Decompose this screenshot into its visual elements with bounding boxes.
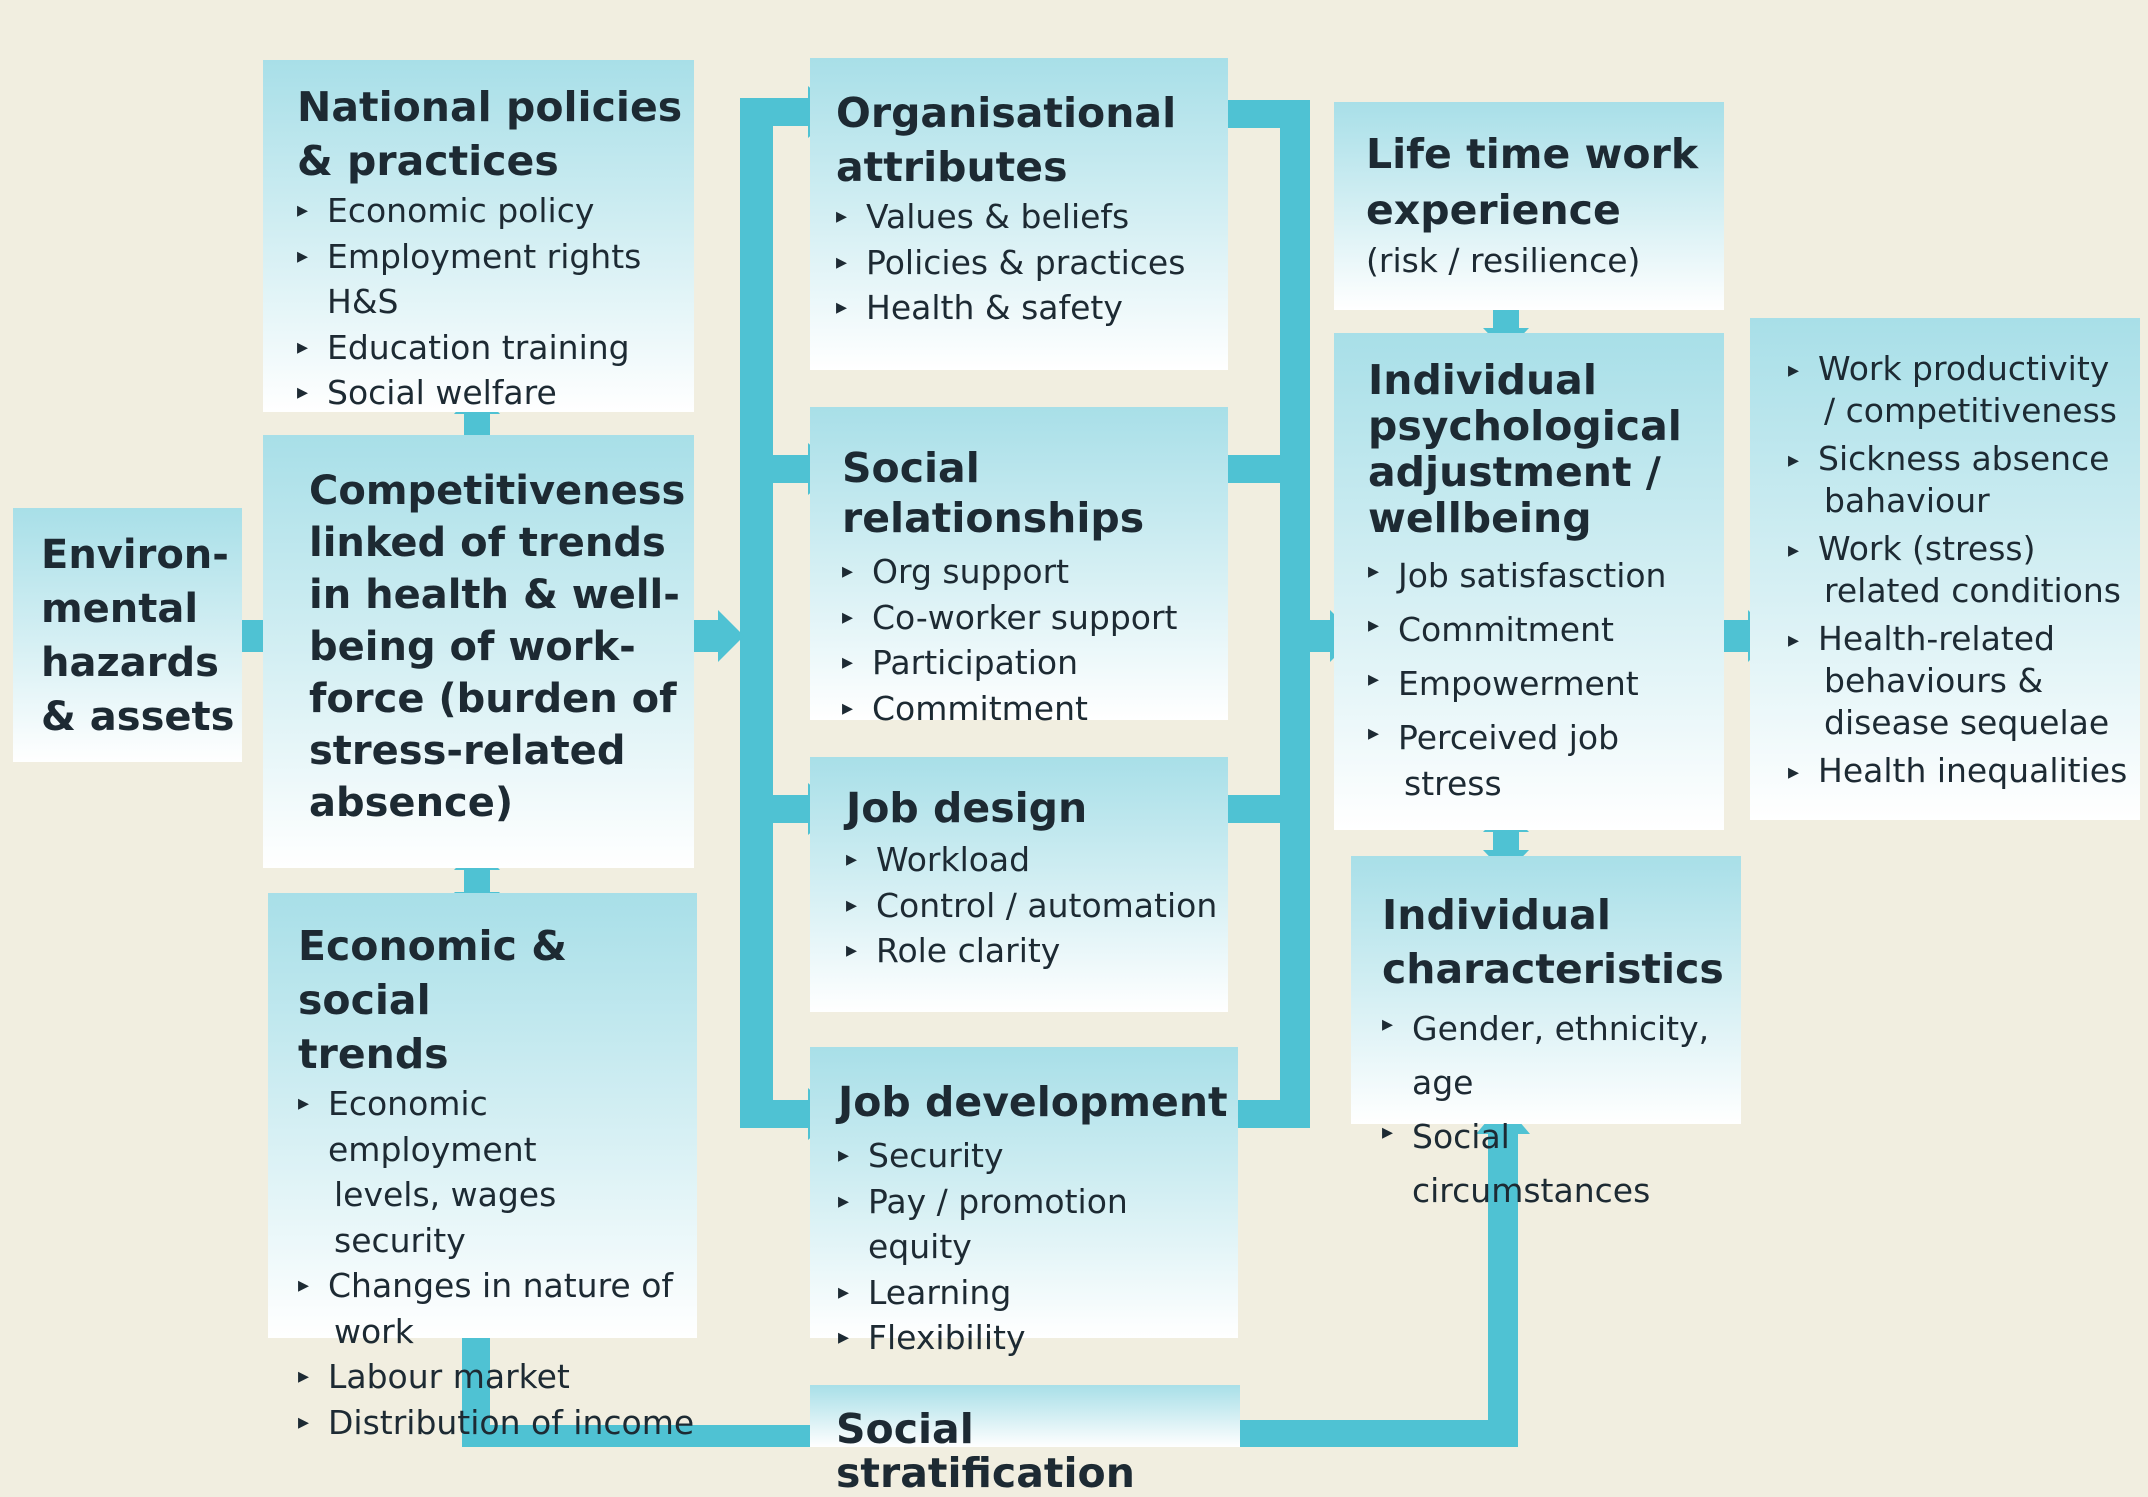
title-line: Job development bbox=[838, 1078, 1228, 1126]
social-stratification-box bbox=[810, 1385, 1240, 1497]
item-line: ▸ Changes in nature of bbox=[328, 1266, 674, 1306]
right-bus-jobdev-link bbox=[1238, 1100, 1310, 1128]
job-design-title bbox=[846, 783, 1228, 833]
list-item: ▸ Education training bbox=[297, 325, 694, 371]
item-line: ▸ Work productivity bbox=[1818, 349, 2110, 388]
title-line: Organisational bbox=[836, 89, 1177, 137]
job-design-list bbox=[846, 837, 1228, 974]
list-item bbox=[1368, 711, 1724, 807]
economic-social-title bbox=[298, 919, 697, 1081]
list-item: ▸ Job satisfasction bbox=[1368, 549, 1724, 603]
list-item: ▸ Empowerment bbox=[1368, 657, 1724, 711]
job-development-title bbox=[838, 1077, 1238, 1127]
list-item: ▸ Workload bbox=[846, 837, 1228, 883]
title-line: Competitiveness bbox=[309, 468, 686, 514]
item-line: stress bbox=[1404, 764, 1502, 803]
flow-bottom-right bbox=[1230, 1420, 1518, 1447]
item-line: related conditions bbox=[1824, 571, 2121, 610]
job-design-box bbox=[810, 757, 1228, 1012]
arrow-psych-shaft bbox=[1724, 620, 1750, 652]
title-line: Social relationships bbox=[842, 444, 1145, 542]
list-item bbox=[1788, 348, 2140, 432]
list-item: ▸ Values & beliefs bbox=[836, 194, 1228, 240]
list-item: ▸ Pay / promotion equity bbox=[838, 1179, 1238, 1270]
item-line: bahaviour bbox=[1824, 481, 1990, 520]
bus-branch-social-relationships bbox=[740, 455, 810, 483]
bus-branch-job-design bbox=[740, 795, 810, 823]
item-line: levels, wages security bbox=[334, 1175, 557, 1260]
title-line: stress-related bbox=[309, 728, 626, 774]
item-line: ▸ Economic employment bbox=[328, 1084, 537, 1169]
social-relationships-title bbox=[842, 443, 1228, 543]
right-bus-top-link bbox=[1228, 100, 1310, 128]
list-item: ▸ Labour market bbox=[298, 1354, 697, 1400]
right-bus-jobdesign-link bbox=[1228, 795, 1310, 823]
list-item: ▸ Role clarity bbox=[846, 928, 1228, 974]
title-line: force (burden of bbox=[309, 676, 677, 722]
list-item: ▸ Social circumstances bbox=[1382, 1110, 1741, 1218]
list-item: ▸ Co-worker support bbox=[842, 595, 1228, 641]
economic-social-box bbox=[268, 893, 697, 1442]
title-line: trends bbox=[298, 1030, 449, 1078]
right-bus-spine bbox=[1280, 100, 1310, 1128]
title-line: wellbeing bbox=[1368, 494, 1592, 542]
list-item bbox=[298, 1081, 697, 1263]
title-line: linked of trends bbox=[309, 520, 666, 566]
list-item: ▸ Participation bbox=[842, 640, 1228, 686]
list-item: ▸ Social welfare bbox=[297, 370, 694, 416]
outcomes-box bbox=[1750, 318, 2140, 820]
list-item: ▸ Policies & practices bbox=[836, 240, 1228, 286]
item-line: ▸ Sickness absence bbox=[1818, 439, 2110, 478]
job-development-list bbox=[838, 1133, 1238, 1361]
item-line: ▸ Work (stress) bbox=[1818, 529, 2036, 568]
list-item: ▸ Distribution of income bbox=[298, 1400, 697, 1446]
list-item: ▸ Gender, ethnicity, age bbox=[1382, 1002, 1741, 1110]
title-line: Individual bbox=[1382, 891, 1611, 939]
item-line: ▸ Perceived job bbox=[1398, 718, 1620, 757]
national-policies-box bbox=[263, 60, 694, 412]
list-item: ▸ Learning bbox=[838, 1270, 1238, 1316]
right-bus-social-link bbox=[1228, 455, 1310, 483]
individual-characteristics-list bbox=[1382, 1002, 1741, 1218]
lifetime-experience-box bbox=[1334, 102, 1724, 310]
economic-social-list bbox=[298, 1081, 697, 1445]
social-relationships-box bbox=[810, 407, 1228, 728]
title-line: hazards bbox=[41, 640, 219, 686]
individual-psychological-box bbox=[1334, 333, 1724, 830]
title-line: & practices bbox=[297, 137, 559, 185]
title-line: experience bbox=[1366, 186, 1621, 234]
item-line: disease sequelae bbox=[1824, 703, 2110, 742]
list-item bbox=[1788, 528, 2140, 612]
lifetime-experience-title bbox=[1366, 126, 1724, 238]
individual-psychological-title bbox=[1368, 357, 1724, 541]
list-item bbox=[1788, 438, 2140, 522]
list-item: ▸ Health inequalities bbox=[1788, 750, 2140, 792]
title-line: Job design bbox=[846, 784, 1088, 832]
social-stratification-title bbox=[836, 1407, 1240, 1495]
item-line: work bbox=[334, 1311, 414, 1351]
list-item bbox=[298, 1263, 697, 1354]
title-line: Individual bbox=[1368, 356, 1597, 404]
list-item bbox=[1788, 618, 2140, 744]
list-item: ▸ Commitment bbox=[1368, 603, 1724, 657]
title-line: characteristics bbox=[1382, 945, 1724, 993]
list-item: ▸ Employment rights H&S bbox=[297, 234, 694, 325]
title-line: being of work- bbox=[309, 624, 636, 670]
list-item: ▸ Security bbox=[838, 1133, 1238, 1179]
left-bus-spine bbox=[740, 98, 773, 1128]
organisational-attributes-title bbox=[836, 86, 1228, 194]
social-relationships-list bbox=[842, 549, 1228, 731]
national-policies-list bbox=[297, 188, 694, 416]
list-item: ▸ Control / automation bbox=[846, 883, 1228, 929]
title-line: mental bbox=[41, 586, 199, 632]
title-line: Economic & social bbox=[298, 922, 567, 1024]
list-item: ▸ Org support bbox=[842, 549, 1228, 595]
arrow-comp-shaft bbox=[694, 620, 720, 652]
outcomes-list bbox=[1788, 348, 2140, 792]
individual-psychological-list bbox=[1368, 549, 1724, 807]
list-item: ▸ Commitment bbox=[842, 686, 1228, 732]
individual-characteristics-box bbox=[1351, 856, 1741, 1210]
item-line: behaviours & bbox=[1824, 661, 2044, 700]
title-line: Life time work bbox=[1366, 130, 1699, 178]
item-line: / competitiveness bbox=[1824, 391, 2117, 430]
environmental-hazards-box bbox=[13, 508, 242, 762]
bus-branch-organisational bbox=[740, 98, 810, 126]
individual-characteristics-title bbox=[1382, 888, 1741, 996]
item-line: ▸ Health-related bbox=[1818, 619, 2055, 658]
title-line: National policies bbox=[297, 83, 683, 131]
lifetime-experience-note: (risk / resilience) bbox=[1366, 241, 1641, 280]
title-line: adjustment / bbox=[1368, 448, 1661, 496]
list-item: ▸ Economic policy bbox=[297, 188, 694, 234]
organisational-attributes-box bbox=[810, 58, 1228, 370]
title-line: in health & well- bbox=[309, 572, 680, 618]
list-item: ▸ Health & safety bbox=[836, 285, 1228, 331]
national-policies-title bbox=[297, 80, 694, 188]
title-line: & assets bbox=[41, 694, 235, 740]
title-line: Social stratification bbox=[836, 1405, 1135, 1497]
title-line: Environ- bbox=[41, 532, 229, 578]
arrow-bus-shaft bbox=[1310, 620, 1332, 652]
competitiveness-title bbox=[309, 465, 694, 829]
bus-branch-job-development bbox=[740, 1100, 810, 1128]
list-item: ▸ Flexibility bbox=[838, 1315, 1238, 1361]
title-line: psychological bbox=[1368, 402, 1682, 450]
competitiveness-box bbox=[263, 435, 694, 868]
title-line: attributes bbox=[836, 143, 1068, 191]
environmental-hazards-title bbox=[41, 528, 242, 744]
title-line: absence) bbox=[309, 780, 514, 826]
organisational-attributes-list bbox=[836, 194, 1228, 331]
job-development-box bbox=[810, 1047, 1238, 1358]
